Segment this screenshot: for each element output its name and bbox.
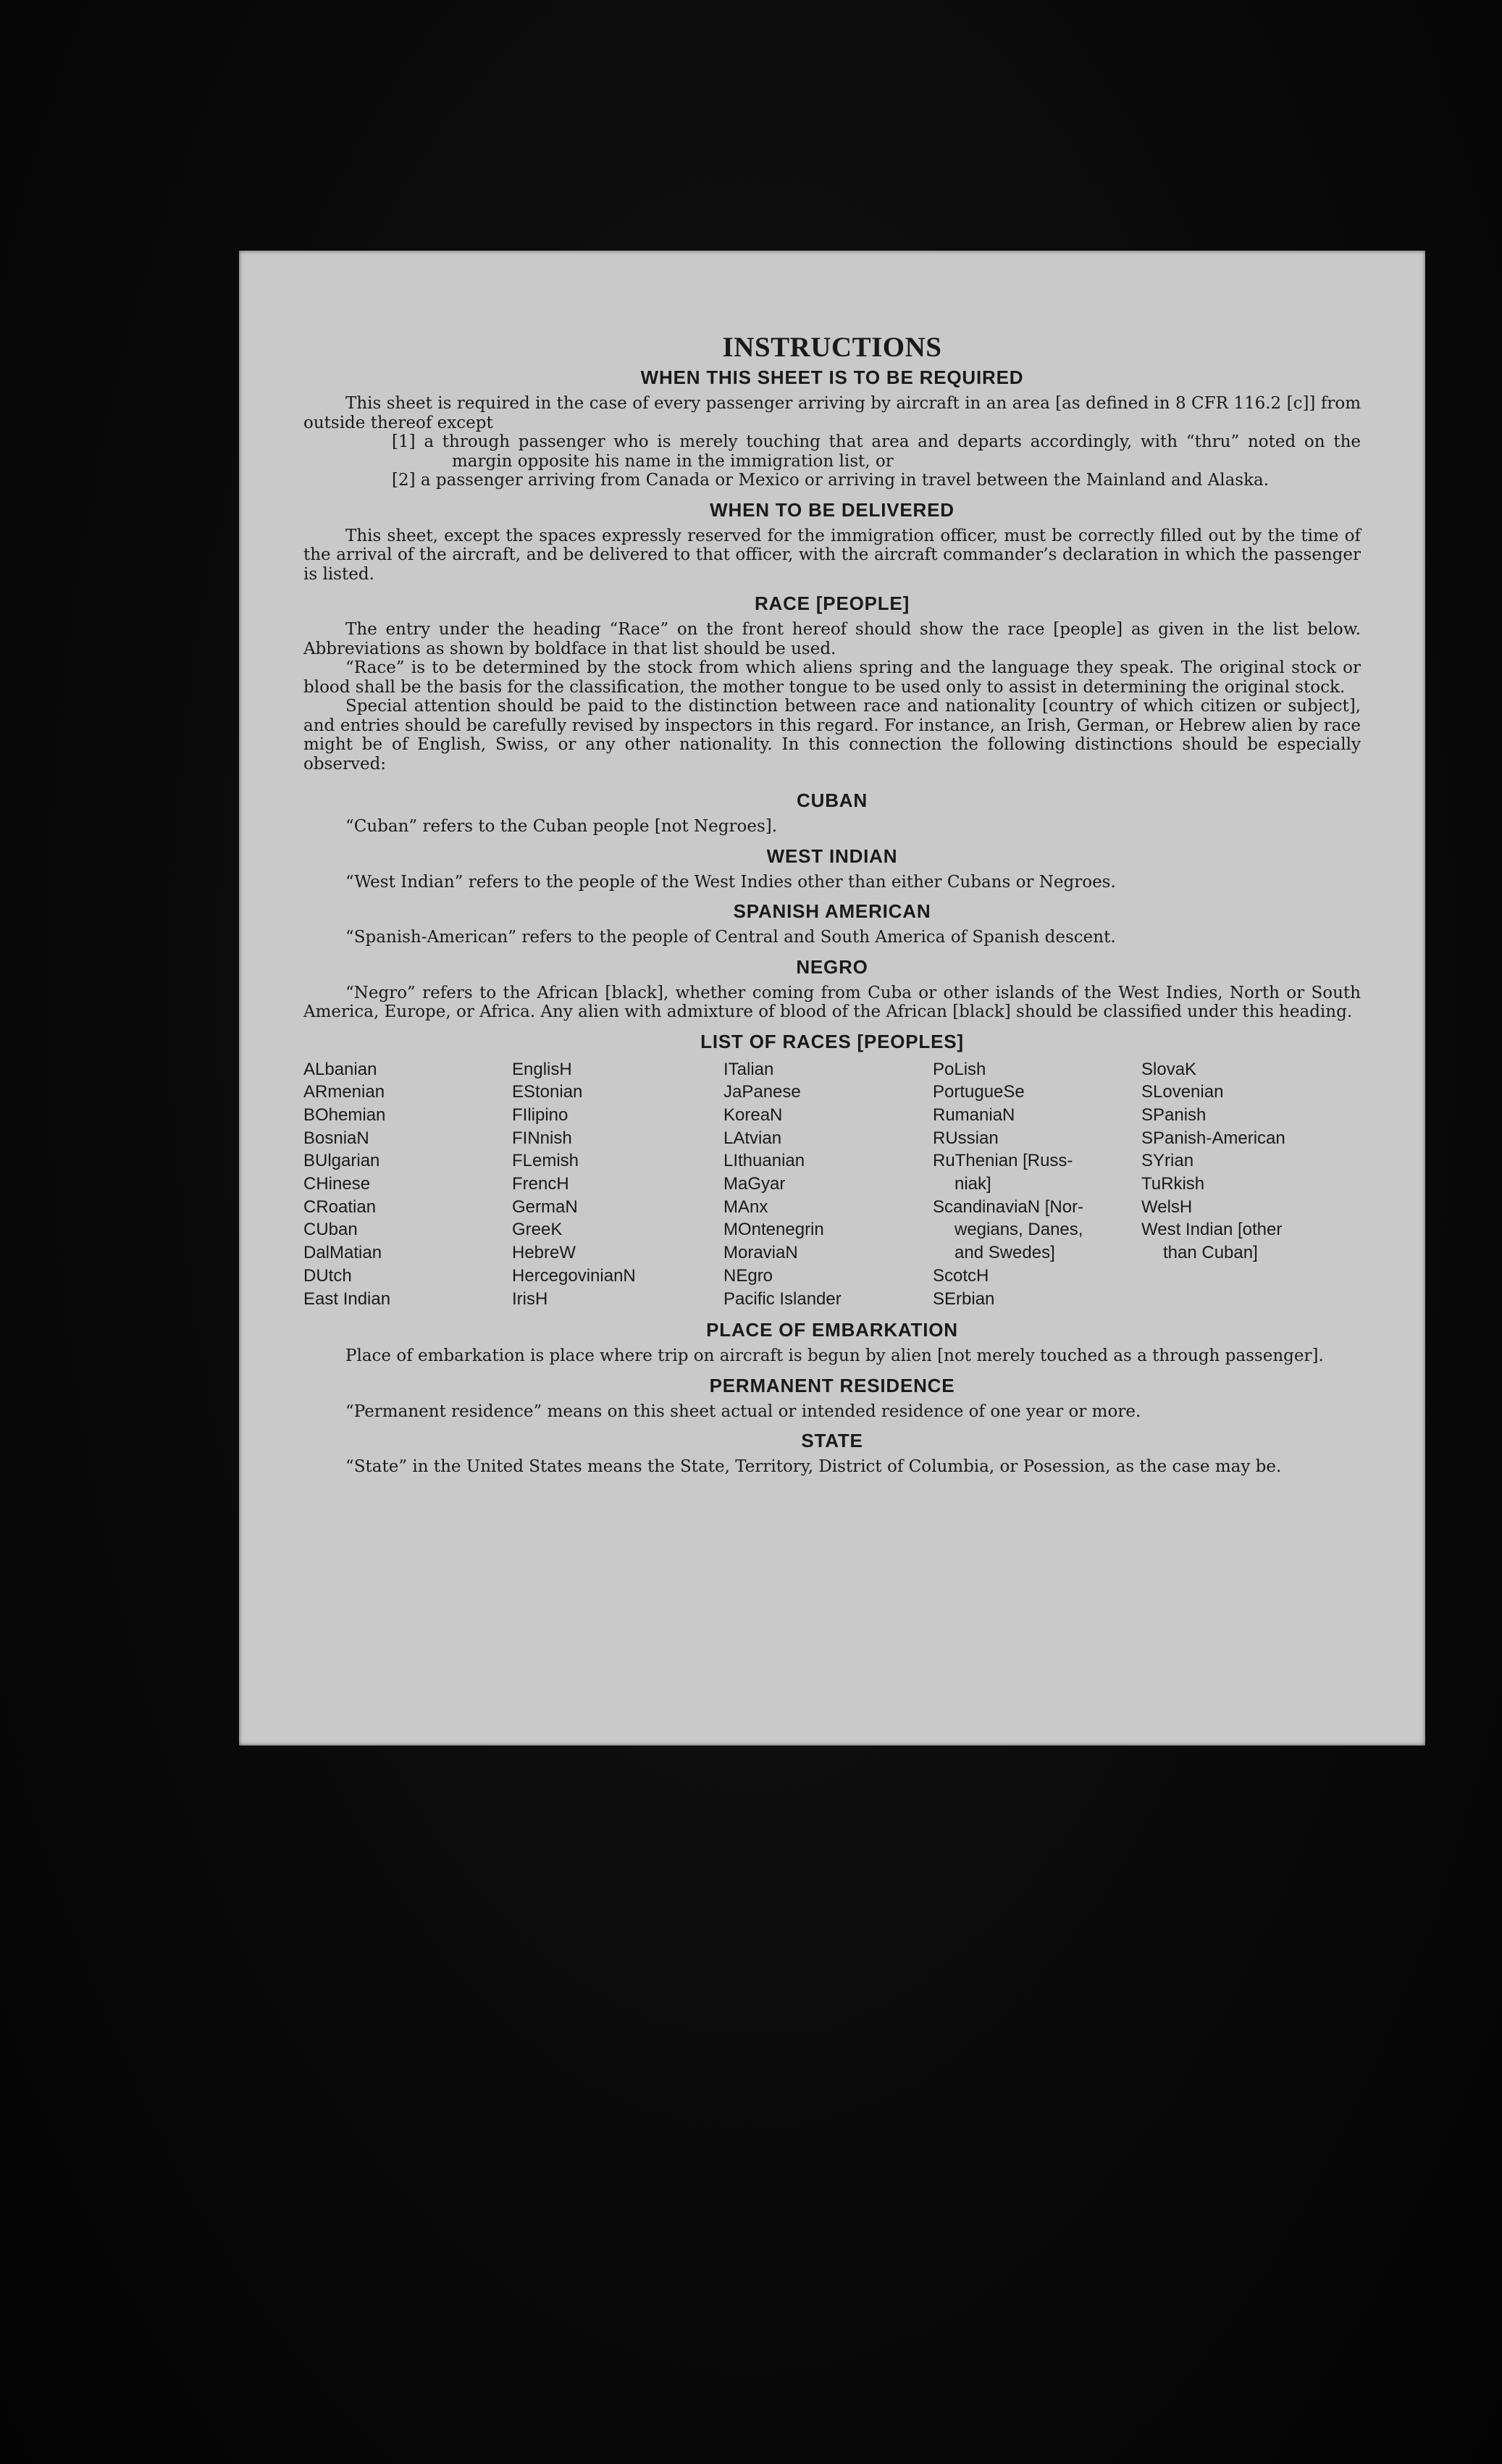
race-entry: KoreaN xyxy=(723,1105,783,1125)
when-required-intro: This sheet is required in the case of every passenger arriving by aircraft in an area [as defined in 8 CFR 116.2 [c]] from outside thereof except xyxy=(303,394,1361,432)
west-indian-text: “West Indian” refers to the people of the West Indies other than either Cubans or Negroes. xyxy=(345,872,1116,892)
race-entry: CHinese xyxy=(303,1174,371,1194)
heading-west-indian: WEST INDIAN xyxy=(766,845,898,867)
spanish-american-text: “Spanish-American” refers to the people of Central and South America of Spanish descent. xyxy=(345,928,1116,947)
race-entry: West Indian [other xyxy=(1141,1220,1283,1240)
permanent-residence-text: “Permanent residence” means on this sheet actual or intended residence of one year or more. xyxy=(345,1401,1141,1421)
heading-state: STATE xyxy=(801,1430,863,1452)
race-paragraph-2: “Race” is to be determined by the stock from which aliens spring and the language they speak. The original stock or blood shall be the basis for the classification, the mother tongue to be used only to assist in determining the original stock. xyxy=(303,658,1361,697)
state-text: “State” in the United States means the State, Territory, District of Columbia, or Posession, as the case may be. xyxy=(345,1457,1282,1477)
race-entry: ARmenian xyxy=(303,1082,385,1102)
race-entry: SPanish-American xyxy=(1141,1128,1285,1148)
race-entry: TuRkish xyxy=(1141,1174,1205,1194)
race-entry: CUban xyxy=(303,1220,358,1240)
race-entry: HebreW xyxy=(512,1243,576,1263)
race-entry: SLovenian xyxy=(1141,1082,1224,1102)
when-required-item-2: [2] a passenger arriving from Canada or Mexico or arriving in travel between the Mainland and Alaska. xyxy=(392,471,1270,490)
race-entry: FLemish xyxy=(512,1151,579,1171)
heading-permanent-residence: PERMANENT RESIDENCE xyxy=(709,1374,955,1396)
heading-races-list: LIST OF RACES [PEOPLES] xyxy=(700,1030,964,1052)
when-required-item-1: [1] a through passenger who is merely touching that area and departs accordingly, with “thru” noted on the margin opposite his name in the immigration list, or xyxy=(392,432,1361,471)
race-entry: IrisH xyxy=(512,1288,548,1309)
race-entry: BosniaN xyxy=(303,1128,369,1148)
race-entry: MOntenegrin xyxy=(723,1220,824,1240)
race-entry: DalMatian xyxy=(303,1243,382,1263)
race-entry: PoLish xyxy=(933,1059,986,1079)
race-entry: BOhemian xyxy=(303,1105,386,1125)
heading-spanish-american: SPANISH AMERICAN xyxy=(733,900,931,922)
race-entry: FINnish xyxy=(512,1128,572,1148)
race-entry: PortugueSe xyxy=(933,1082,1025,1102)
race-entry: DUtch xyxy=(303,1265,352,1286)
race-entry: BUlgarian xyxy=(303,1151,380,1171)
when-delivered-text: This sheet, except the spaces expressly reserved for the immigration officer, must be correctly filled out by the time of the arrival of the aircraft, and be delivered to that officer, with the aircraft commander’s declaration in which the passenger is listed. xyxy=(303,526,1361,584)
race-entry: Pacific Islander xyxy=(723,1288,842,1309)
sheet-content xyxy=(303,332,1361,1477)
negro-text: “Negro” refers to the African [black], whether coming from Cuba or other islands of the West Indies, North or South America, Europe, or Africa. Any alien with admixture of blood of the African [black] should be classified under this heading. xyxy=(303,983,1361,1021)
race-entry: SErbian xyxy=(933,1288,995,1309)
race-entry: WelsH xyxy=(1141,1197,1193,1217)
races-list xyxy=(303,1058,1361,1311)
race-entry: LAtvian xyxy=(723,1128,782,1148)
race-entry xyxy=(1141,1288,1361,1311)
race-entry: ScotcH xyxy=(933,1265,989,1286)
race-entry: SlovaK xyxy=(1141,1059,1197,1079)
race-entry: SYrian xyxy=(1141,1151,1194,1171)
embarkation-text: Place of embarkation is place where trip on aircraft is begun by alien [not merely touched as a through passenger]. xyxy=(345,1346,1324,1366)
race-entry: East Indian xyxy=(303,1288,391,1309)
race-entry xyxy=(1141,1265,1361,1288)
race-entry: JaPanese xyxy=(723,1082,801,1102)
race-entry: MaGyar xyxy=(723,1174,786,1194)
race-entry: RuThenian [Russ- xyxy=(933,1151,1073,1171)
race-paragraph-1: The entry under the heading “Race” on the front hereof should show the race [people] as given in the list below. Abbreviations as shown by boldface in that list should be used. xyxy=(303,620,1361,658)
heading-when-delivered: WHEN TO BE DELIVERED xyxy=(710,498,955,521)
race-entry: ITalian xyxy=(723,1059,774,1079)
race-entry: CRoatian xyxy=(303,1197,377,1217)
heading-race: RACE [PEOPLE] xyxy=(754,592,910,614)
race-entry-continuation: wegians, Danes, xyxy=(955,1220,1083,1240)
race-entry-continuation: and Swedes] xyxy=(955,1243,1055,1263)
race-entry: EnglisH xyxy=(512,1059,572,1079)
heading-when-required: WHEN THIS SHEET IS TO BE REQUIRED xyxy=(640,366,1024,388)
race-entry: MoraviaN xyxy=(723,1243,798,1263)
race-entry: RumaniaN xyxy=(933,1105,1015,1125)
race-entry-continuation: than Cuban] xyxy=(1163,1243,1258,1263)
race-entry-continuation: niak] xyxy=(955,1174,991,1194)
heading-cuban: CUBAN xyxy=(797,789,868,811)
heading-embarkation: PLACE OF EMBARKATION xyxy=(706,1319,958,1341)
race-entry: ALbanian xyxy=(303,1059,377,1079)
race-entry: EStonian xyxy=(512,1082,583,1102)
race-entry: RUssian xyxy=(933,1128,999,1148)
page-title: INSTRUCTIONS xyxy=(722,332,942,363)
race-entry: FIlipino xyxy=(512,1105,569,1125)
race-entry: HercegovinianN xyxy=(512,1265,636,1286)
race-entry: LIthuanian xyxy=(723,1151,805,1171)
heading-negro: NEGRO xyxy=(796,955,868,978)
race-entry: SPanish xyxy=(1141,1105,1207,1125)
race-entry: FrencH xyxy=(512,1174,569,1194)
race-entry: GreeK xyxy=(512,1220,563,1240)
cuban-text: “Cuban” refers to the Cuban people [not Negroes]. xyxy=(345,817,778,836)
race-entry: NEgro xyxy=(723,1265,773,1286)
race-paragraph-3: Special attention should be paid to the distinction between race and nationality [country of which citizen or subject], and entries should be carefully revised by inspectors in this regard. For instance, an Irish, German, or Hebrew alien by race might be of English, Swiss, or any other nationality. In this connection the following distinctions should be especially observed: xyxy=(303,697,1361,774)
race-entry: GermaN xyxy=(512,1197,578,1217)
race-entry: ScandinaviaN [Nor- xyxy=(933,1197,1084,1217)
instruction-sheet xyxy=(239,251,1425,1746)
race-entry: MAnx xyxy=(723,1197,768,1217)
